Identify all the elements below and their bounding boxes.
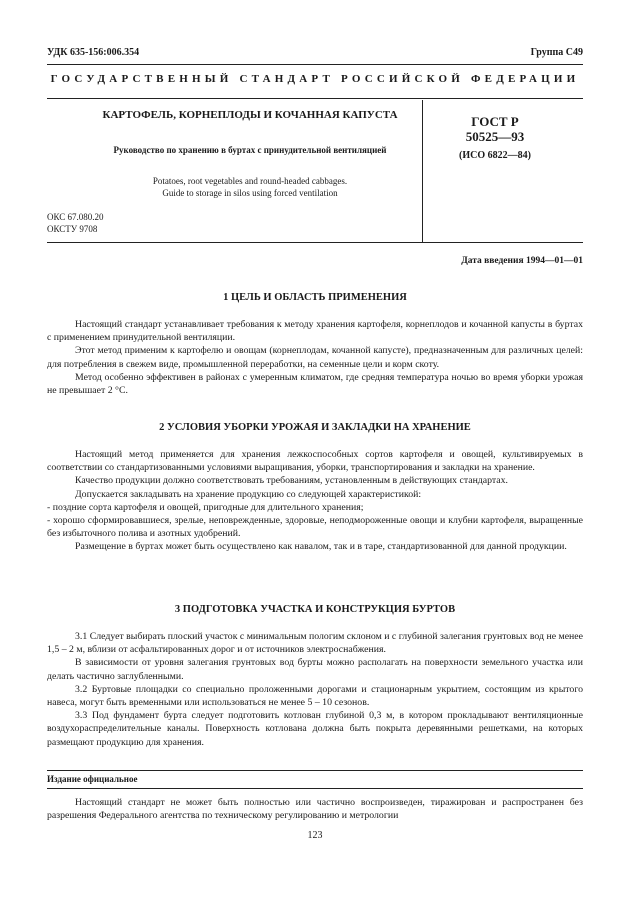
section-2-body [47,448,583,554]
section-1-heading: 1 ЦЕЛЬ И ОБЛАСТЬ ПРИМЕНЕНИЯ [223,292,407,303]
banner-rule [47,98,583,99]
paragraph: 3.2 Буртовые площадки со специально проложенными дорогами и стационарным укрытием, состоящим из крытого навеса, могут быть временными или использоваться не менее 5 – 10 сезонов. [47,683,583,709]
english-title [100,175,400,199]
paragraph: В зависимости от уровня залегания грунтовых вод бурты можно располагать на поверхности земельного участка или делать частично заглубленными. [47,657,583,682]
gost-line-1: ГОСТ Р [471,114,519,129]
header-bottom-rule [47,242,583,243]
paragraph: Размещение в буртах может быть осуществлено как навалом, так и в таре, стандартизованной для данной продукции. [75,541,567,553]
paragraph: 3.1 Следует выбирать плоский участок с минимальным пологим склоном и с глубиной залегания грунтовых вод не менее 1,5 – 2 м, вблизи от асфальтированных дорог и от источников электроснабжения. [47,631,583,656]
state-standard-banner: ГОСУДАРСТВЕННЫЙ СТАНДАРТ РОССИЙСКОЙ ФЕДЕРАЦИИ [50,73,580,85]
document-title: КАРТОФЕЛЬ, КОРНЕПЛОДЫ И КОЧАННАЯ КАПУСТА [102,109,398,121]
section-3-body [47,630,583,749]
gost-line-2: 50525—93 [465,129,525,144]
paragraph: Допускается закладывать на хранение продукцию со следующей характеристикой: [75,488,422,500]
classification-codes [47,211,104,235]
paragraph: Настоящий стандарт устанавливает требования к методу хранения картофеля, корнеплодов и кочанной капусты в буртах с применением принудительной вентиляции. [47,319,583,344]
paragraph: - хорошо сформировавшиеся, зрелые, неповрежденные, здоровые, неподмороженные овощи и клубни картофеля, выращенные без избыточного полива и азотных удобрений. [47,515,583,540]
notice-text: Настоящий стандарт не может быть полностью или частично воспроизведен, тиражирован и распространен без разрешения Федерального агентства по техническому регулированию и метрологии [47,797,583,822]
udk-code: УДК 635-156:006.354 [47,47,140,58]
section-2-heading: 2 УСЛОВИЯ УБОРКИ УРОЖАЯ И ЗАКЛАДКИ НА ХРАНЕНИЕ [159,422,471,433]
paragraph: - поздние сорта картофеля и овощей, пригодные для длительного хранения; [47,501,364,513]
section-3-heading: 3 ПОДГОТОВКА УЧАСТКА И КОНСТРУКЦИЯ БУРТОВ [174,604,456,615]
page-number: 123 [307,830,323,841]
paragraph: Настоящий метод применяется для хранения лежкоспособных сортов картофеля и овощей, культивируемых в соответствии со стандартизованными условиями выращивания, уборки, транспортирования и закладки на хранение. [47,449,583,474]
iso-reference: (ИСО 6822—84) [459,150,531,161]
okstu-code: ОКСТУ 9708 [47,224,98,234]
footer-rule-2 [47,788,583,789]
paragraph: Качество продукции должно соответствовать требованиям, установленным в действующих стандартах. [75,475,509,487]
oks-code: ОКС 67.080.20 [47,212,104,222]
english-title-text: Potatoes, root vegetables and round-headed cabbages. Guide to storage in silos using forced ventilation [152,176,348,198]
document-subtitle: Руководство по хранению в буртах с принудительной вентиляцией [113,145,387,155]
section-1-body [47,318,583,397]
footer-rule [47,770,583,771]
copyright-notice [47,796,583,822]
gost-number [440,114,550,144]
title-divider [422,100,423,242]
paragraph: Этот метод применим к картофелю и овощам (корнеплодам, кочанной капусте), предназначенным для различных целей: для потребления в свежем виде, промышленной переработки, на семенные цели и корм скоту. [47,345,583,370]
introduction-date: Дата введения 1994—01—01 [461,256,583,266]
official-edition-label: Издание официальное [47,774,138,784]
group-code: Группа С49 [530,47,583,58]
paragraph: Метод особенно эффективен в районах с умеренным климатом, где средняя температура ночью во время уборки урожая не превышает 2 °С. [47,371,583,397]
paragraph: 3.3 Под фундамент бурта следует подготовить котлован глубиной 0,3 м, в котором прокладывают вентиляционные воздухораспределительные каналы. Поверхность котлована должна быть покрыта деревянными решетками, на которых размещают продукцию для хранения. [47,710,583,748]
top-rule [47,64,583,65]
